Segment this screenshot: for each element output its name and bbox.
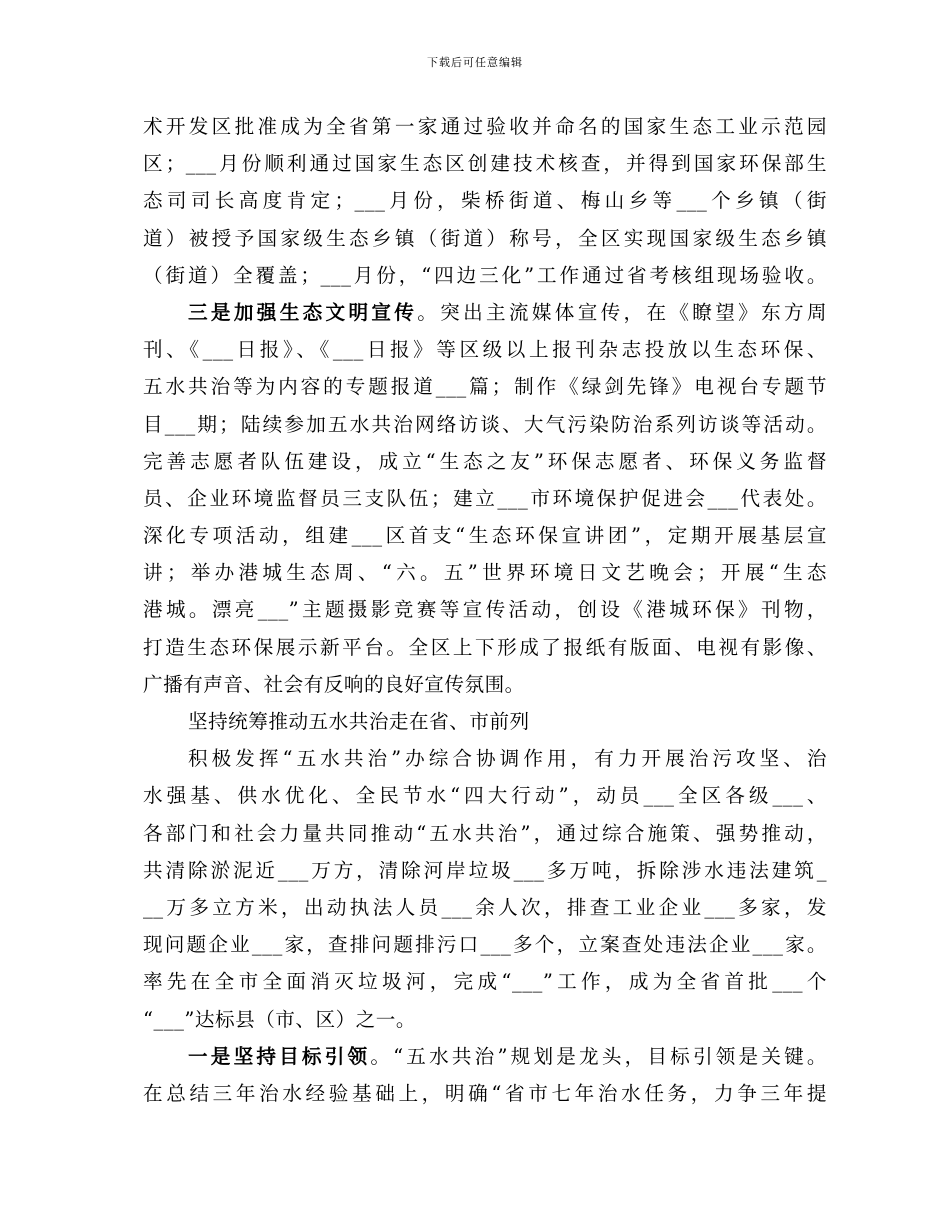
document-body (143, 108, 827, 1112)
text-line: 广播有声音、社会有反响的良好宣传氛围。 (143, 672, 525, 696)
paragraph-start-line: 一是坚持目标引领。“五水共治”规划是龙头，目标引领是关键。 (188, 1044, 827, 1068)
text-line: （街道）全覆盖；___月份，“四边三化”工作通过省考核组现场验收。 (143, 263, 827, 287)
bold-heading: 一是坚持目标引领 (188, 1044, 371, 1068)
text-line: 目___期；陆续参加五水共治网络访谈、大气污染防治系列访谈等活动。 (143, 412, 827, 436)
text-line: 员、企业环境监督员三支队伍；建立___市环境保护促进会___代表处。 (143, 486, 827, 510)
text-line: 道）被授予国家级生态乡镇（街道）称号，全区实现国家级生态乡镇 (143, 226, 827, 250)
text-line: 五水共治等为内容的专题报道___篇；制作《绿剑先锋》电视台专题节 (143, 375, 827, 399)
text-line: 刊、《___日报》、《___日报》等区级以上报刊杂志投放以生态环保、 (143, 338, 827, 362)
text-line: 态司司长高度肯定；___月份，柴桥街道、梅山乡等___个乡镇（街 (143, 189, 827, 213)
text-line: 各部门和社会力量共同推动“五水共治”，通过综合施策、强势推动， (143, 821, 827, 845)
bold-heading: 三是加强生态文明宣传 (188, 300, 418, 324)
text-line: __万多立方米，出动执法人员___余人次，排查工业企业___多家，发 (143, 895, 827, 919)
paragraph-start-line: 积极发挥“五水共治”办综合协调作用，有力开展治污攻坚、治 (188, 747, 827, 771)
text-line: 共清除淤泥近___万方，清除河岸垃圾___多万吨，拆除涉水违法建筑_ (143, 858, 827, 882)
text-line: 讲；举办港城生态周、“六。五”世界环境日文艺晚会；开展“生态 (143, 561, 827, 585)
text-line: “___”达标县（市、区）之一。 (143, 1007, 416, 1031)
text-line: 打造生态环保展示新平台。全区上下形成了报纸有版面、电视有影像、 (143, 635, 827, 659)
text-line: 完善志愿者队伍建设，成立“生态之友”环保志愿者、环保义务监督 (143, 449, 827, 473)
page-header: 下载后可任意编辑 (427, 56, 523, 69)
text-line: 港城。漂亮___”主题摄影竞赛等宣传活动，创设《港城环保》刊物， (143, 598, 827, 622)
text-line: 率先在全市全面消灭垃圾河，完成“___”工作，成为全省首批___个 (143, 970, 827, 994)
text-line: 区；___月份顺利通过国家生态区创建技术核查，并得到国家环保部生 (143, 152, 827, 176)
paragraph-start-line: 三是加强生态文明宣传。突出主流媒体宣传，在《瞭望》东方周 (188, 300, 828, 324)
text-line: 深化专项活动，组建___区首支“生态环保宣讲团”，定期开展基层宣 (143, 524, 827, 548)
text-line: 在总结三年治水经验基础上，明确“省市七年治水任务，力争三年提 (143, 1081, 827, 1105)
text-line: 水强基、供水优化、全民节水“四大行动”，动员___全区各级___、 (143, 784, 827, 808)
section-heading: 坚持统筹推动五水共治走在省、市前列 (188, 710, 530, 733)
text-line: 现问题企业___家，查排问题排污口___多个，立案查处违法企业___家。 (143, 933, 827, 957)
text-line: 术开发区批准成为全省第一家通过验收并命名的国家生态工业示范园 (143, 115, 827, 138)
